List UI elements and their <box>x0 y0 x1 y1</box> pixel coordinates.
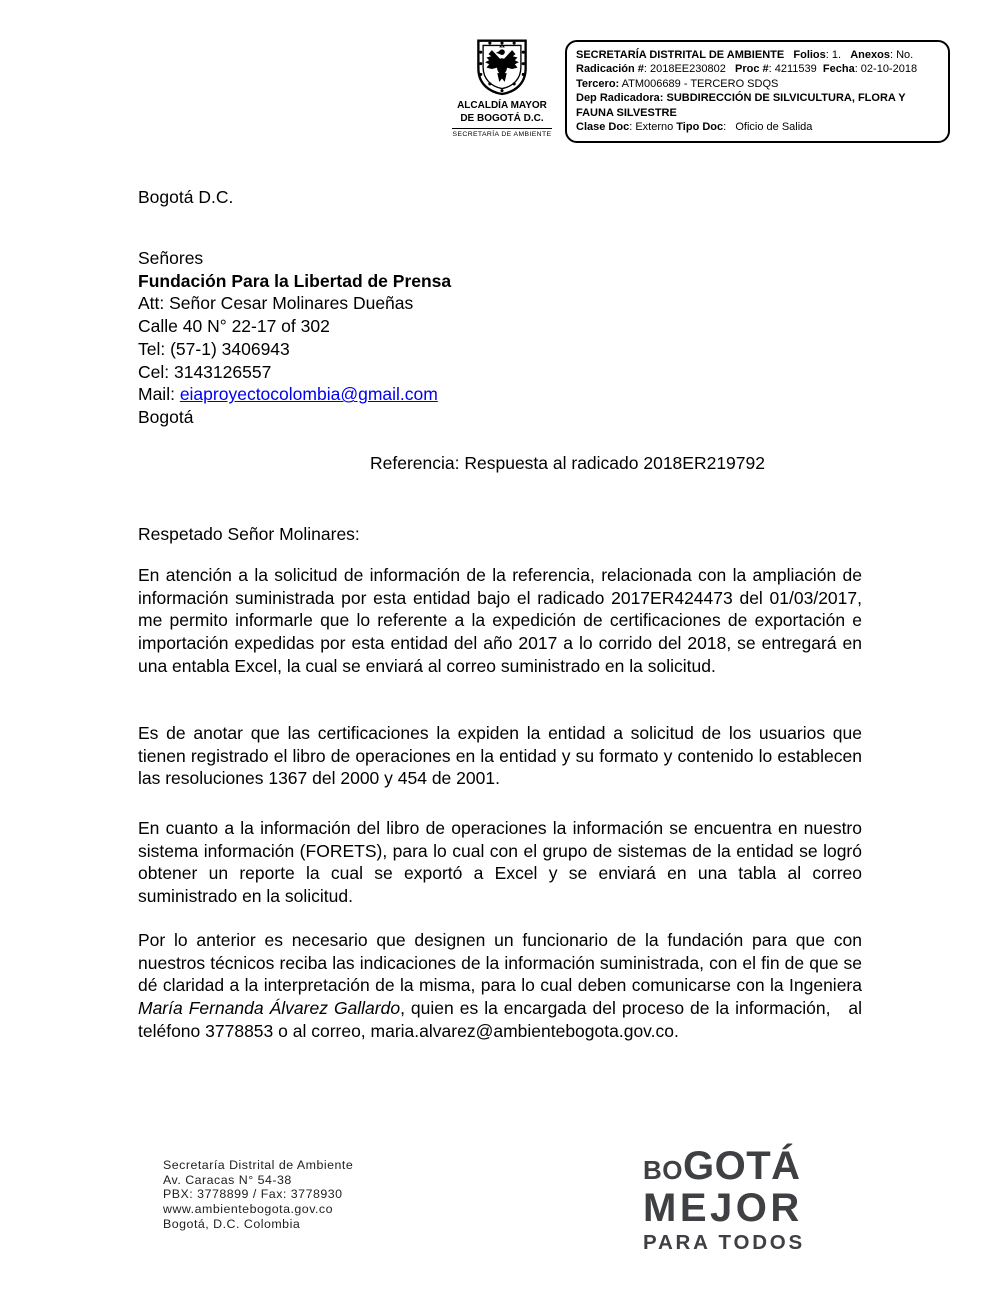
body-paragraph-2: Es de anotar que las certificaciones la expiden la entidad a solicitud de los usuarios que tienen registrado el libro de operaciones en la entidad y su formato y contenido lo establecen las resoluciones 1367 del 2000 y 454 de 2001. <box>138 723 862 789</box>
stamp-folios-label: Folios <box>793 49 826 61</box>
paragraph4-text-start: Por lo anterior es necesario que designen un funcionario de la fundación para que con nuestros técnicos reciba las indicaciones de la información suministrada, con el fin de que se dé claridad a la interpretación de la misma, para lo cual deben comunicarse con la Ingeniera <box>138 930 862 996</box>
reference-line: Referencia: Respuesta al radicado 2018ER219792 <box>370 453 765 473</box>
footer-website: www.ambientebogota.gov.co <box>163 1202 334 1217</box>
stamp-entity: SECRETARÍA DISTRITAL DE AMBIENTE <box>576 49 785 61</box>
logo-divider <box>452 128 552 129</box>
recipient-city: Bogotá <box>138 406 194 427</box>
stamp-dep-value: SUBDIRECCIÓN DE SILVICULTURA, FLORA Y FAUNA SILVESTRE <box>576 92 906 119</box>
alcaldia-logo <box>450 38 554 139</box>
stamp-folios-value: : 1. <box>825 49 842 61</box>
mail-link[interactable]: eiaproyectocolombia@gmail.com <box>179 384 438 405</box>
footer-city: Bogotá, D.C. Colombia <box>163 1216 301 1231</box>
paragraph4-engineer-name: María Fernanda Álvarez Gallardo <box>138 998 401 1019</box>
stamp-radicacion-label: Radicación # <box>576 63 644 76</box>
recipient-salutation: Señores <box>138 248 204 268</box>
slogan-mejor: MEJOR <box>643 1186 803 1230</box>
logo-title-line2: DE BOGOTÁ D.C. <box>460 112 544 124</box>
slogan-line-bogota <box>643 1146 853 1186</box>
footer-entity-name: Secretaría Distrital de Ambiente <box>163 1158 354 1172</box>
stamp-tipo-value: : Oficio de Salida <box>723 121 813 134</box>
footer-contact-block <box>163 1158 353 1232</box>
recipient-organization: Fundación Para la Libertad de Prensa <box>138 270 452 291</box>
mail-label: Mail: <box>138 384 180 405</box>
recipient-mail-line <box>138 383 862 406</box>
recipient-cell: Cel: 3143126557 <box>138 361 272 382</box>
paragraph4-text-end: , quien es la encargada del proceso de la información, al teléfono 3778853 o al correo, maria.alvarez@ambientebogota.gov.co. <box>138 998 862 1041</box>
radicacion-stamp-box <box>565 40 950 143</box>
logo-subtitle: SECRETARÍA DE AMBIENTE <box>452 131 552 138</box>
greeting-line: Respetado Señor Molinares: <box>138 524 360 544</box>
stamp-fecha-label: Fecha <box>822 63 855 76</box>
recipient-street: Calle 40 N° 22-17 of 302 <box>138 316 330 337</box>
bogota-mejor-logo <box>643 1146 853 1254</box>
stamp-radicacion-value: : 2018EE230802 <box>643 63 726 76</box>
bogota-coat-of-arms-icon <box>475 38 529 96</box>
stamp-anexos-value: : No. <box>889 49 914 61</box>
stamp-clase-label: Clase Doc <box>576 121 630 134</box>
logo-title-line1: ALCALDÍA MAYOR <box>457 100 547 111</box>
slogan-para-todos: PARA TODOS <box>643 1231 806 1254</box>
slogan-bo: BO <box>643 1155 683 1185</box>
recipient-attention: Att: Señor Cesar Molinares Dueñas <box>138 293 414 314</box>
recipient-block <box>138 247 862 429</box>
stamp-proc-label: Proc # <box>735 63 769 76</box>
stamp-tercero-value: ATM006689 - TERCERO SDQS <box>619 77 779 90</box>
slogan-gota: GOTÁ <box>683 1144 801 1188</box>
stamp-tipo-label: Tipo Doc <box>676 121 724 134</box>
body-paragraph-3: En cuanto a la información del libro de operaciones la información se encuentra en nuestro sistema información (FORETS), para lo cual con el grupo de sistemas de la entidad se logró obtener un reporte la cual se exportó a Excel y se enviará en una tabla al correo suministrado en la solicitud. <box>138 818 862 907</box>
stamp-anexos-label: Anexos <box>850 49 890 61</box>
stamp-fecha-value: : 02-10-2018 <box>854 63 918 76</box>
stamp-dep-label: Dep Radicadora: <box>576 92 664 105</box>
body-paragraph-1: En atención a la solicitud de información de la referencia, relacionada con la ampliación de información suministrada por esta entidad bajo el radicado 2017ER424473 del 01/03/2017, me permito informarle que lo referente a la expedición de certificaciones de exportación e importación expedidas por esta entidad del año 2017 a lo corrido del 2018, se entregará en una entabla Excel, la cual se enviará al correo suministrado en la solicitud. <box>138 565 862 676</box>
recipient-phone: Tel: (57-1) 3406943 <box>138 338 290 359</box>
footer-address: Av. Caracas N° 54-38 <box>163 1172 292 1187</box>
footer-phone-fax: PBX: 3778899 / Fax: 3778930 <box>163 1187 343 1202</box>
body-paragraph-4 <box>138 929 862 1043</box>
stamp-clase-value: : Externo <box>629 121 677 134</box>
city-date-line: Bogotá D.C. <box>138 187 234 207</box>
stamp-proc-value: : 4211539 <box>768 63 817 76</box>
stamp-tercero-label: Tercero: <box>576 77 620 90</box>
